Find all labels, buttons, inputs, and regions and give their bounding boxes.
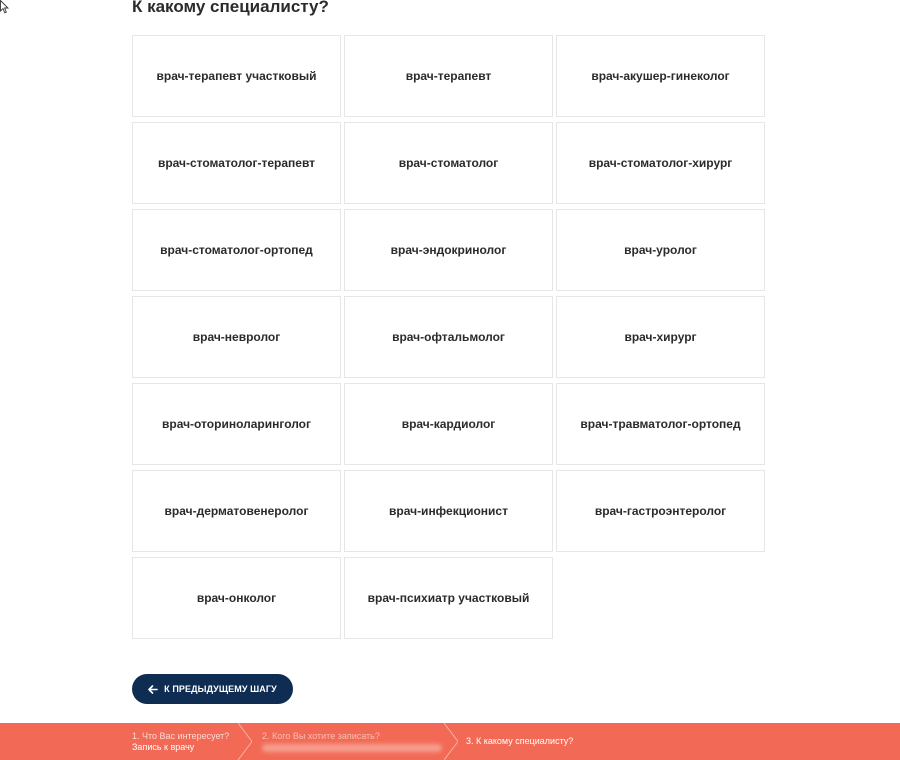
specialist-option-label: врач-дерматовенеролог — [164, 504, 309, 518]
specialist-option[interactable] — [556, 296, 765, 378]
specialist-option[interactable] — [344, 470, 553, 552]
step-2[interactable] — [262, 723, 442, 760]
specialist-option-label: врач-онколог — [196, 591, 277, 605]
specialist-option-label: врач-травматолог-ортопед — [580, 417, 741, 431]
mouse-cursor-icon — [0, 0, 10, 14]
specialist-option[interactable] — [132, 470, 341, 552]
step-1[interactable] — [132, 723, 229, 760]
previous-step-label: К ПРЕДЫДУЩЕМУ ШАГУ — [164, 684, 277, 694]
specialist-option-label: врач-стоматолог-хирург — [588, 156, 733, 170]
previous-step-button[interactable] — [132, 674, 293, 704]
specialist-option-label: врач-терапевт — [405, 69, 492, 83]
page-title: К какому специалисту? — [132, 0, 329, 16]
arrow-left-icon — [148, 685, 158, 694]
step-divider-icon — [444, 723, 458, 760]
step-1-caption: 1. Что Вас интересует? — [132, 730, 230, 741]
specialist-option-label: врач-терапевт участковый — [156, 69, 317, 83]
specialist-option-label: врач-инфекционист — [389, 504, 508, 518]
steps-bar — [0, 723, 900, 760]
specialist-option-label: врач-кардиолог — [401, 417, 496, 431]
specialist-option[interactable] — [132, 383, 341, 465]
specialist-option-label: врач-гастроэнтеролог — [594, 504, 727, 518]
specialist-option[interactable] — [556, 209, 765, 291]
specialist-option-label: врач-уролог — [624, 243, 697, 257]
step-1-value: Запись к врачу — [132, 741, 195, 752]
specialist-option-label: врач-эндокринолог — [390, 243, 507, 257]
specialist-option[interactable] — [344, 296, 553, 378]
specialist-option[interactable] — [344, 557, 553, 639]
specialist-option[interactable] — [556, 383, 765, 465]
step-2-caption: 2. Кого Вы хотите записать? — [262, 731, 380, 741]
specialist-option-label: врач-стоматолог-терапевт — [157, 156, 316, 170]
specialist-option-label: врач-офтальмолог — [392, 330, 505, 344]
step-2-value-redacted — [262, 744, 442, 752]
step-3-caption: 3. К какому специалисту? — [466, 736, 574, 746]
specialist-option-label: врач-стоматолог — [398, 156, 499, 170]
specialist-option[interactable] — [556, 470, 765, 552]
specialist-grid — [132, 35, 768, 639]
specialist-option-label: врач-стоматолог-ортопед — [160, 243, 313, 257]
specialist-option-label: врач-психиатр участковый — [367, 591, 530, 605]
specialist-option[interactable] — [132, 35, 341, 117]
specialist-option-label: врач-хирург — [624, 330, 697, 344]
specialist-option-label: врач-оториноларинголог — [161, 417, 312, 431]
specialist-option[interactable] — [132, 557, 341, 639]
specialist-option[interactable] — [344, 383, 553, 465]
specialist-option[interactable] — [132, 296, 341, 378]
specialist-option[interactable] — [132, 209, 341, 291]
specialist-option-label: врач-акушер-гинеколог — [591, 69, 730, 83]
specialist-option-label: врач-невролог — [192, 330, 281, 344]
specialist-option[interactable] — [556, 35, 765, 117]
step-3 — [466, 723, 573, 760]
specialist-option[interactable] — [556, 122, 765, 204]
step-divider-icon — [238, 723, 252, 760]
specialist-option[interactable] — [344, 35, 553, 117]
specialist-option[interactable] — [344, 122, 553, 204]
specialist-option[interactable] — [344, 209, 553, 291]
specialist-option[interactable] — [132, 122, 341, 204]
